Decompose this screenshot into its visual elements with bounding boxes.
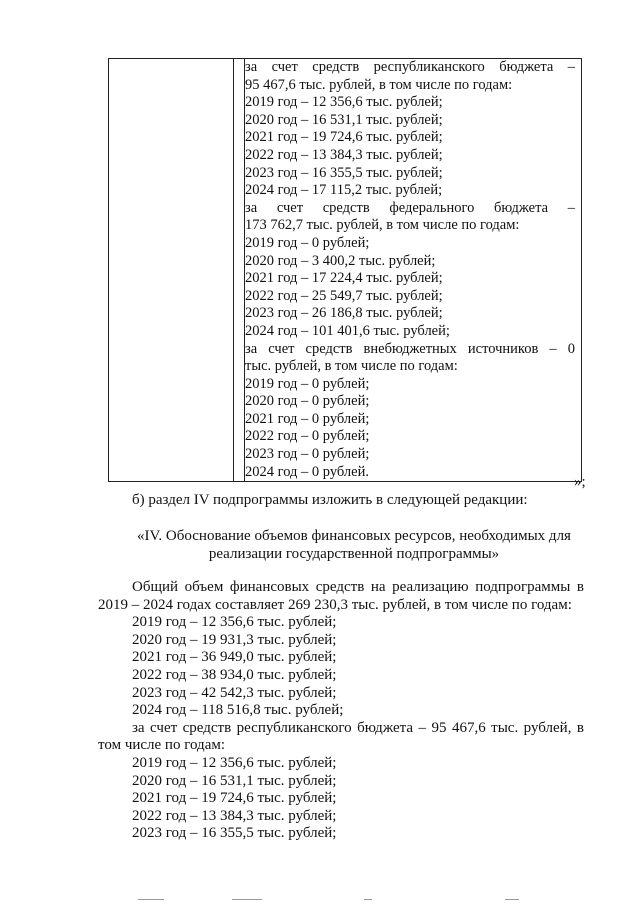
funding-year-line: 2020 год – 16 531,1 тыс. рублей; — [245, 111, 443, 128]
funding-year-line: 2023 год – 16 355,5 тыс. рублей; — [245, 164, 443, 181]
scan-mark — [364, 899, 372, 900]
funding-year-line: 2020 год – 0 рублей; — [245, 393, 370, 410]
table-content-cell — [245, 59, 582, 482]
total-year-line: 2019 год – 12 356,6 тыс. рублей; — [132, 614, 337, 631]
federal-funding-heading: за счет средств федерального бюджета – — [245, 199, 575, 216]
funding-year-line: 2021 год – 19 724,6 тыс. рублей; — [245, 129, 443, 146]
section-heading — [112, 527, 596, 563]
republic-year-line: 2021 год – 19 724,6 тыс. рублей; — [132, 790, 337, 807]
body-text — [98, 579, 584, 843]
total-funding-paragraph: Общий объем финансовых средств на реализацию подпрограммы в 2019 – 2024 годах составляет 269 230,3 тыс. рублей, в том числе по годам: — [98, 579, 584, 613]
funding-year-line: 2024 год – 17 115,2 тыс. рублей; — [245, 182, 443, 199]
section-b-instruction: б) раздел IV подпрограммы изложить в следующей редакции: — [132, 492, 528, 508]
republic-funding-paragraph: за счет средств республиканского бюджета – 95 467,6 тыс. рублей, в том числе по годам: — [98, 719, 584, 754]
section-heading-line-1: «IV. Обоснование объемов финансовых ресурсов, необходимых для — [137, 528, 571, 544]
funding-year-line: 2019 год – 12 356,6 тыс. рублей; — [245, 94, 443, 111]
scan-edge-marks — [0, 895, 640, 905]
total-year-line: 2021 год – 36 949,0 тыс. рублей; — [132, 649, 337, 666]
closing-quote: »; — [574, 474, 586, 490]
funding-year-line: 2024 год – 101 401,6 тыс. рублей; — [245, 322, 450, 339]
funding-year-line: 2022 год – 25 549,7 тыс. рублей; — [245, 287, 443, 304]
table-spacer-cell — [234, 59, 245, 482]
scan-mark — [138, 899, 164, 900]
funding-year-line: 2022 год – 13 384,3 тыс. рублей; — [245, 146, 443, 163]
funding-year-line: 2019 год – 0 рублей; — [245, 375, 370, 392]
federal-funding-total: 173 762,7 тыс. рублей, в том числе по годам: — [245, 217, 520, 234]
funding-year-line: 2021 год – 0 рублей; — [245, 410, 370, 427]
republic-funding-heading: за счет средств республиканского бюджета – — [245, 59, 575, 75]
funding-year-line: 2023 год – 0 рублей; — [245, 446, 370, 463]
funding-year-line: 2023 год – 26 186,8 тыс. рублей; — [245, 305, 443, 322]
republic-year-line: 2020 год – 16 531,1 тыс. рублей; — [132, 772, 337, 789]
republic-year-line: 2023 год – 16 355,5 тыс. рублей; — [132, 825, 337, 842]
scan-mark — [505, 899, 519, 900]
funding-year-line: 2021 год – 17 224,4 тыс. рублей; — [245, 270, 443, 287]
offbudget-funding-total: тыс. рублей, в том числе по годам: — [245, 358, 458, 375]
funding-year-line: 2019 год – 0 рублей; — [245, 234, 370, 251]
funding-lines — [245, 59, 581, 481]
funding-year-line: 2020 год – 3 400,2 тыс. рублей; — [245, 252, 436, 269]
republic-funding-total: 95 467,6 тыс. рублей, в том числе по годам: — [245, 76, 513, 93]
total-year-line: 2020 год – 19 931,3 тыс. рублей; — [132, 631, 337, 648]
total-year-line: 2023 год – 42 542,3 тыс. рублей; — [132, 684, 337, 701]
republic-year-line: 2022 год – 13 384,3 тыс. рублей; — [132, 807, 337, 824]
section-heading-line-2: реализации государственной подпрограммы» — [208, 546, 500, 562]
republic-year-line: 2019 год – 12 356,6 тыс. рублей; — [132, 754, 337, 771]
funding-year-line: 2024 год – 0 рублей. — [245, 463, 369, 480]
total-year-line: 2024 год – 118 516,8 тыс. рублей; — [132, 702, 344, 719]
scan-mark — [232, 899, 262, 900]
funding-table — [108, 58, 582, 482]
funding-year-line: 2022 год – 0 рублей; — [245, 428, 370, 445]
table-label-cell — [109, 59, 234, 482]
offbudget-funding-heading: за счет средств внебюджетных источников – 0 — [245, 340, 575, 357]
total-year-line: 2022 год – 38 934,0 тыс. рублей; — [132, 666, 337, 683]
